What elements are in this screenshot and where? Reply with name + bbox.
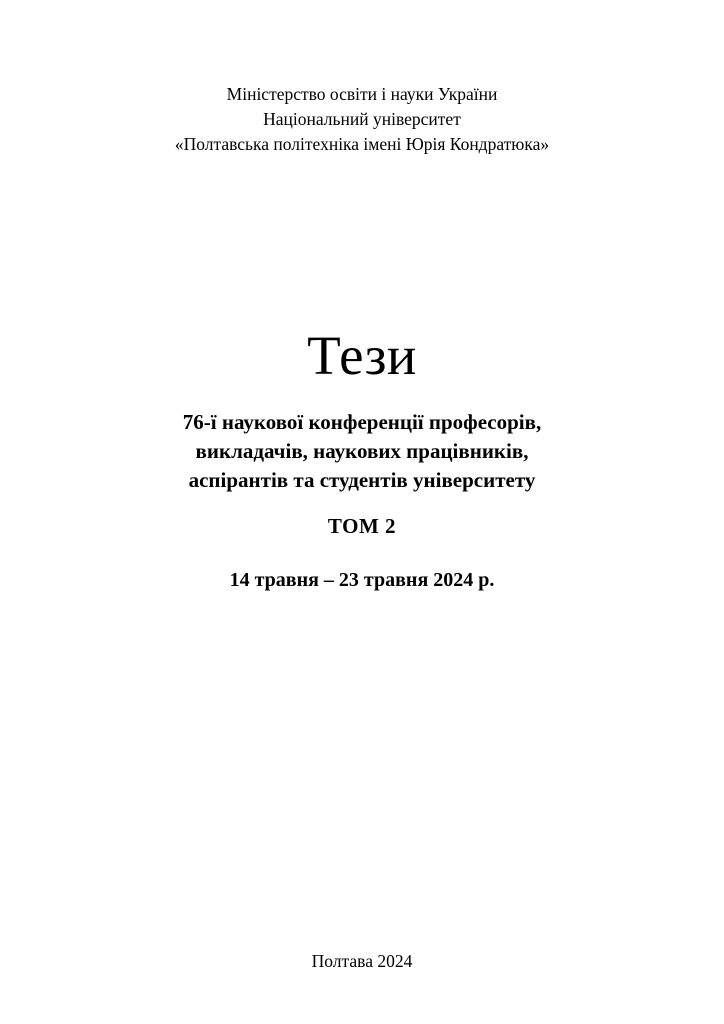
conference-subtitle bbox=[0, 408, 724, 495]
university-line: Національний університет bbox=[263, 109, 461, 129]
ministry-line: Міністерство освіти і науки України bbox=[226, 84, 498, 104]
subtitle-line-3: аспірантів та студентів університету bbox=[188, 468, 536, 492]
conference-dates: 14 травня – 23 травня 2024 р. bbox=[229, 569, 495, 591]
subtitle-line-2: викладачів, наукових працівників, bbox=[195, 439, 529, 463]
volume-label: ТОМ 2 bbox=[327, 514, 397, 538]
subtitle-line-1: 76-ї наукової конференції професорів, bbox=[182, 410, 542, 434]
page-title: Тези bbox=[307, 325, 417, 386]
university-name-line: «Полтавська політехніка імені Юрія Кондратюка» bbox=[174, 134, 550, 154]
institution-header bbox=[0, 82, 724, 157]
publication-footer: Полтава 2024 bbox=[311, 951, 413, 971]
